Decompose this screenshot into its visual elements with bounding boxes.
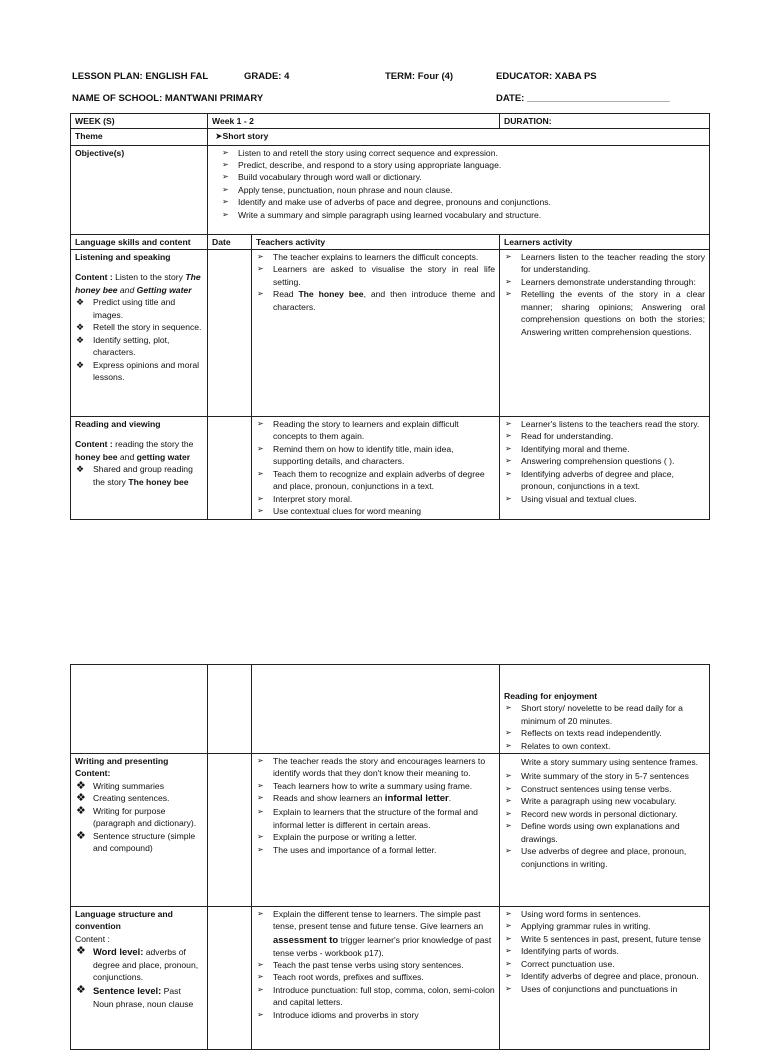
objectives-label: Objective(s) <box>71 145 208 234</box>
listening-bullet: ❖ Express opinions and moral lessons. <box>75 359 203 384</box>
teacher-item: ➢ Remind them on how to identify title, main idea, supporting details, and characters. <box>256 443 495 468</box>
writing-bullet: ❖ Creating sentences. <box>75 792 203 804</box>
reading-date <box>208 416 252 519</box>
teacher-item: ➢ Explain the purpose or writing a letter. <box>256 831 495 843</box>
reading-teacher <box>252 416 500 519</box>
writing-content-label: Content: <box>75 768 111 779</box>
writing-title: Writing and presenting <box>75 756 169 766</box>
teacher-item: ➢ Introduce idioms and proverbs in story <box>256 1009 495 1021</box>
listening-learner <box>500 249 710 416</box>
learner-item: Write a story summary using sentence frames. <box>521 757 699 767</box>
listening-bullet: ❖ Retell the story in sequence. <box>75 321 203 333</box>
writing-date <box>208 754 252 907</box>
learner-item: ➢ Learner's listens to the teachers read the story. <box>504 418 705 430</box>
week-row <box>71 114 710 129</box>
structure-cell <box>71 907 208 1050</box>
objectives-row <box>71 145 710 234</box>
reading-cell <box>71 416 208 519</box>
objective-item: ➢ Identify and make use of adverbs of pace and degree, pronouns and conjunctions. <box>221 196 705 208</box>
structure-content-label: Content : <box>75 933 110 944</box>
enjoyment-learner <box>500 665 710 754</box>
lesson-plan-table-2 <box>70 664 710 1050</box>
enjoyment-row <box>71 665 710 754</box>
enjoyment-item: ➢ Short story/ novelette to be read daily for a minimum of 20 minutes. <box>504 702 705 727</box>
objective-item: ➢ Apply tense, punctuation, noun phrase and noun clause. <box>221 184 705 196</box>
learner-item: ➢ Read for understanding. <box>504 430 705 442</box>
enjoyment-item: ➢ Reflects on texts read independently. <box>504 727 705 739</box>
writing-bullet: ❖ Writing for purpose (paragraph and dictionary). <box>75 805 203 830</box>
teacher-item: ➢ Teach the past tense verbs using story sentences. <box>256 959 495 971</box>
learner-item: ➢ Learners demonstrate understanding through: <box>504 276 705 288</box>
learner-item: ➢ Identifying parts of words. <box>504 945 705 957</box>
structure-teacher <box>252 907 500 1050</box>
teacher-item: ➢ The uses and importance of a formal letter. <box>256 844 495 856</box>
structure-title: Language structure and convention <box>75 909 173 932</box>
teacher-item: ➢ Introduce punctuation: full stop, comma, colon, semi-colon and capital letters. <box>256 984 495 1009</box>
structure-row <box>71 907 710 1050</box>
objective-item: ➢ Listen to and retell the story using correct sequence and expression. <box>221 147 705 159</box>
lesson-plan-table-1 <box>70 113 710 520</box>
learner-item: ➢ Identifying adverbs of degree and place, pronoun, conjunctions in a text. <box>504 468 705 493</box>
reading-title: Reading and viewing <box>75 418 161 429</box>
learner-item: ➢ Write summary of the story in 5-7 sentences <box>504 770 705 782</box>
writing-bullet: ❖ Writing summaries <box>75 780 203 792</box>
objectives-cell <box>208 145 710 234</box>
structure-date <box>208 907 252 1050</box>
structure-learner <box>500 907 710 1050</box>
teacher-item: ➢ Read The honey bee, and then introduce theme and characters. <box>256 288 495 313</box>
teacher-item: ➢ Explain the different tense to learners. The simple past tense, present tense and future tense. Give learners an assessment to trigger learner's prior knowledge of past tense verbs - workbook p17). <box>256 908 495 959</box>
week-value: Week 1 - 2 <box>208 114 500 129</box>
listening-content: Content : Listen to the story The honey bee and Getting water <box>75 272 201 295</box>
learner-item: ➢ Write 5 sentences in past, present, future tense <box>504 933 705 945</box>
teacher-item: ➢ Reading the story to learners and explain difficult concepts to them again. <box>256 418 495 443</box>
col-header-learner: Learners activity <box>500 234 710 249</box>
teacher-item: ➢ Teach them to recognize and explain adverbs of degree and place, pronoun, conjunctions in a text. <box>256 468 495 493</box>
duration-label: DURATION: <box>500 114 710 129</box>
teacher-item: ➢ The teacher explains to learners the difficult concepts. <box>256 251 495 263</box>
learner-item: ➢ Construct sentences using tense verbs. <box>504 783 705 795</box>
learner-item: ➢ Correct punctuation use. <box>504 958 705 970</box>
learner-item: ➢ Learners listen to the teacher reading the story for understanding. <box>504 251 705 276</box>
teacher-item: ➢ Teach learners how to write a summary using frame. <box>256 780 495 792</box>
theme-cell <box>208 129 710 145</box>
theme-row <box>71 129 710 145</box>
enjoyment-date <box>208 665 252 754</box>
listening-bullet: ❖ Identify setting, plot, characters. <box>75 334 203 359</box>
reading-bullet: ❖ Shared and group reading the story The honey bee <box>75 463 203 488</box>
writing-learner <box>500 754 710 907</box>
col-header-teacher: Teachers activity <box>252 234 500 249</box>
grade-label: GRADE: 4 <box>244 71 290 82</box>
writing-row <box>71 754 710 907</box>
term-label: TERM: Four (4) <box>385 71 454 82</box>
listening-bullet: ❖ Predict using title and images. <box>75 296 203 321</box>
learner-item: ➢ Use adverbs of degree and place, pronoun, conjunctions in writing. <box>504 845 705 870</box>
teacher-item: ➢ Use contextual clues for word meaning <box>256 505 495 517</box>
reading-content: Content : reading the story the honey bee and getting water <box>75 439 194 462</box>
learner-item: ➢ Retelling the events of the story in a clear manner; sharing opinions; Answering oral comprehension questions on both the stories; Answering written comprehension questions. <box>504 288 705 338</box>
teacher-item: ➢ Reads and show learners an informal letter. <box>256 792 495 806</box>
school-label: NAME OF SCHOOL: MANTWANI PRIMARY <box>72 93 264 104</box>
lesson-plan-label: LESSON PLAN: ENGLISH FAL <box>72 71 209 82</box>
teacher-item: ➢ Interpret story moral. <box>256 493 495 505</box>
reading-learner <box>500 416 710 519</box>
date-label: DATE: ___________________________ <box>496 93 670 104</box>
listening-row <box>71 249 710 416</box>
writing-bullet: ❖ Sentence structure (simple and compound) <box>75 830 203 855</box>
writing-cell <box>71 754 208 907</box>
word-level-item: ❖ Word level: adverbs of degree and place, pronoun, conjunctions. <box>75 945 203 984</box>
teacher-item: ➢ Explain to learners that the structure of the formal and informal letter is different in certain areas. <box>256 806 495 831</box>
sentence-level-item: ❖ Sentence level: Past Noun phrase, noun clause <box>75 984 203 1010</box>
teacher-item: ➢ The teacher reads the story and encourages learners to identify words that they don't know their meaning to. <box>256 755 495 780</box>
learner-item: ➢ Define words using own explanations and drawings. <box>504 820 705 845</box>
column-header-row <box>71 234 710 249</box>
theme-value: ➤ Short story <box>212 131 268 141</box>
enjoyment-skills <box>71 665 208 754</box>
col-header-date: Date <box>208 234 252 249</box>
objective-item: ➢ Write a summary and simple paragraph using learned vocabulary and structure. <box>221 209 705 221</box>
learner-item: ➢ Identifying moral and theme. <box>504 443 705 455</box>
listening-cell <box>71 249 208 416</box>
week-label: WEEK (S) <box>71 114 208 129</box>
learner-item: ➢ Identify adverbs of degree and place, pronoun. <box>504 970 705 982</box>
objective-item: ➢ Build vocabulary through word wall or dictionary. <box>221 171 705 183</box>
listening-teacher <box>252 249 500 416</box>
objective-item: ➢ Predict, describe, and respond to a story using appropriate language. <box>221 159 705 171</box>
educator-label: EDUCATOR: XABA PS <box>496 71 597 82</box>
enjoyment-title: Reading for enjoyment <box>504 690 598 701</box>
learner-item: ➢ Record new words in personal dictionary. <box>504 808 705 820</box>
col-header-skills: Language skills and content <box>71 234 208 249</box>
theme-label: Theme <box>71 129 208 145</box>
teacher-item: ➢ Teach root words, prefixes and suffixes. <box>256 971 495 983</box>
learner-item: ➢ Applying grammar rules in writing. <box>504 920 705 932</box>
teacher-item: ➢ Learners are asked to visualise the story in real life setting. <box>256 263 495 288</box>
learner-item: ➢ Write a paragraph using new vocabulary. <box>504 795 705 807</box>
reading-row <box>71 416 710 519</box>
listening-date <box>208 249 252 416</box>
learner-item: ➢ Using visual and textual clues. <box>504 493 705 505</box>
enjoyment-item: ➢ Relates to own context. <box>504 740 705 752</box>
listening-title: Listening and speaking <box>75 251 171 262</box>
learner-item: ➢ Answering comprehension questions ( ). <box>504 455 705 467</box>
learner-item: ➢ Using word forms in sentences. <box>504 908 705 920</box>
writing-teacher <box>252 754 500 907</box>
enjoyment-teacher <box>252 665 500 754</box>
learner-item: ➢ Uses of conjunctions and punctuations in <box>504 983 705 995</box>
